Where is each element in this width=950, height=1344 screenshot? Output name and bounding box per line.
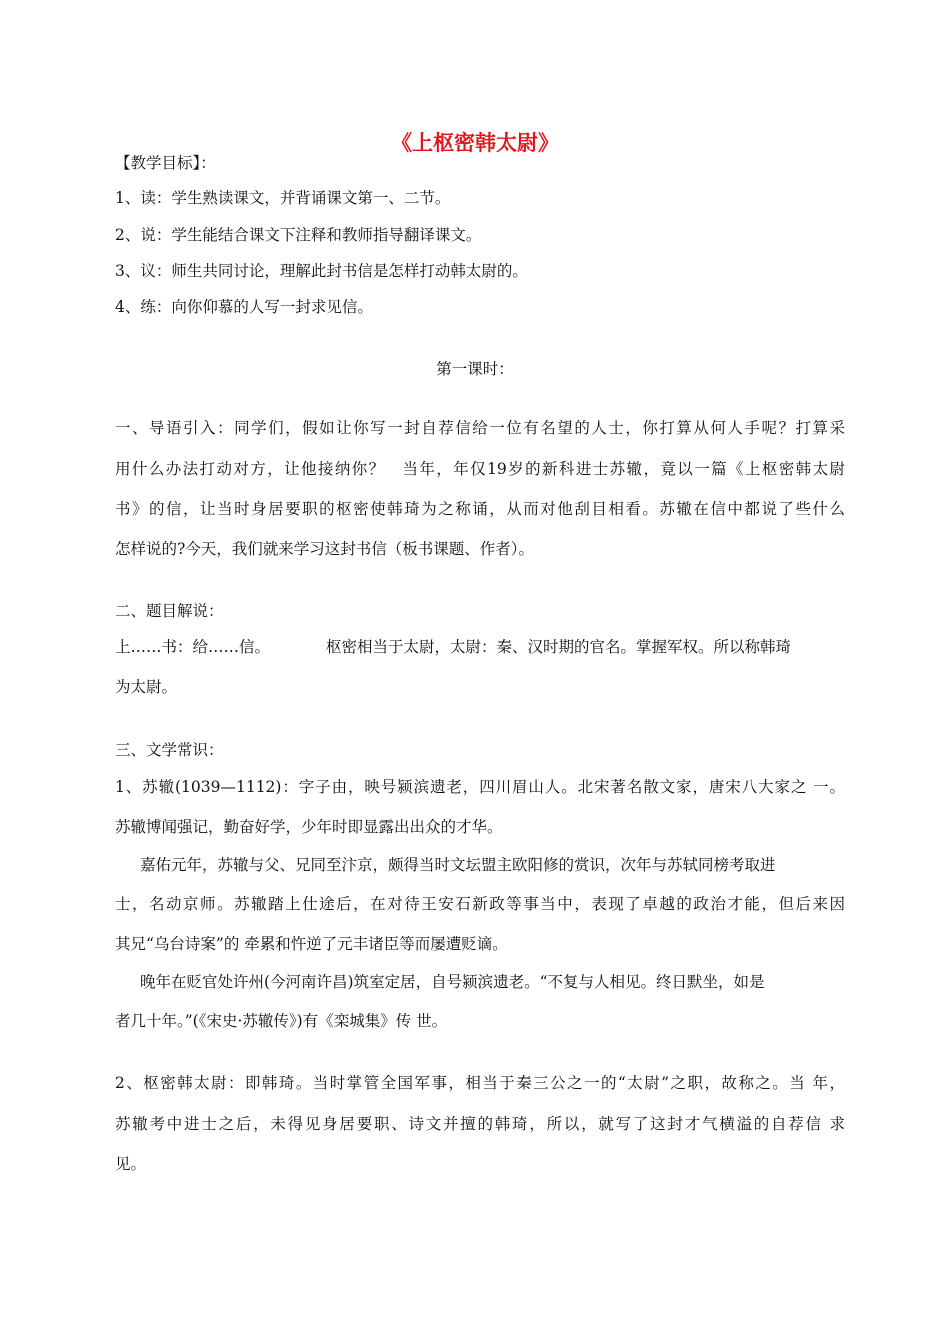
objective-item-2: 2、说：学生能结合课文下注释和教师指导翻译课文。 — [115, 226, 482, 244]
lesson-label: 第一课时： — [436, 360, 514, 378]
late-years-line-1: 晚年在贬官处许州(今河南许昌)筑室定居，自号颍滨遗老。“不复与人相见。终日默坐，如是 — [140, 973, 765, 991]
han-qi-line-2: 苏辙考中进士之后，未得见身居要职、诗文并擅的韩琦，所以，就写了这封才气横溢的自荐信 求 — [115, 1115, 845, 1133]
objective-item-4: 4、练：向你仰慕的人写一封求见信。 — [115, 298, 373, 316]
su-zhe-line-2: 苏辙博闻强记，勤奋好学，少年时即显露出出众的才华。 — [115, 818, 503, 836]
su-zhe-line-1: 1、苏辙(1039—1112)：字子由，映号颍滨遗老，四川眉山人。北宋著名散文家，唐宋八大家之 一。 — [115, 778, 845, 796]
intro-line-2: 用什么办法打动对方，让他接纳你？ 当年，年仅19岁的新科进士苏辙，竟以一篇《上枢密韩太尉 — [115, 460, 845, 478]
intro-line-4: 怎样说的?今天，我们就来学习这封书信（板书课题、作者）。 — [115, 540, 535, 558]
title-explain-term: 上……书：给……信。 — [115, 638, 271, 656]
career-line-2: 士，名动京师。苏辙踏上仕途后，在对待王安石新政等事当中，表现了卓越的政治才能，但后来因 — [115, 895, 845, 913]
objectives-heading: 【教学目标】： — [115, 154, 216, 172]
han-qi-line-1: 2、枢密韩太尉：即韩琦。当时掌管全国军事，相当于秦三公之一的“太尉”之职，故称之。当 年， — [115, 1074, 845, 1092]
document-title: 《上枢密韩太尉》 — [391, 131, 559, 155]
objective-item-3: 3、议：师生共同讨论，理解此封书信是怎样打动韩太尉的。 — [115, 262, 528, 280]
career-line-1: 嘉佑元年，苏辙与父、兄同至汴京，颇得当时文坛盟主欧阳修的赏识，次年与苏轼同榜考取进 — [140, 856, 776, 874]
objective-item-1: 1、读：学生熟读课文，并背诵课文第一、二节。 — [115, 189, 451, 207]
career-line-3: 其兄“乌台诗案”的 牵累和忤逆了元丰诸臣等而屡遭贬谪。 — [115, 935, 508, 953]
late-years-line-2: 者几十年。”(《宋史·苏辙传》)有《栾城集》传 世。 — [115, 1012, 448, 1030]
intro-line-1: 一、导语引入：同学们，假如让你写一封自荐信给一位有名望的人士，你打算从何人手呢？打算采 — [115, 419, 845, 437]
literature-heading: 三、文学常识： — [115, 741, 224, 759]
han-qi-line-3: 见。 — [115, 1155, 147, 1173]
title-explain-definition: 枢密相当于太尉，太尉：秦、汉时期的官名。掌握军权。所以称韩琦 — [326, 638, 792, 656]
title-explain-line-2: 为太尉。 — [115, 678, 178, 696]
title-explain-line-1 — [115, 636, 845, 658]
intro-line-3: 书》的信，让当时身居要职的枢密使韩琦为之称诵，从而对他刮目相看。苏辙在信中都说了些什么 — [115, 500, 845, 518]
title-explain-heading: 二、题目解说： — [115, 602, 224, 620]
